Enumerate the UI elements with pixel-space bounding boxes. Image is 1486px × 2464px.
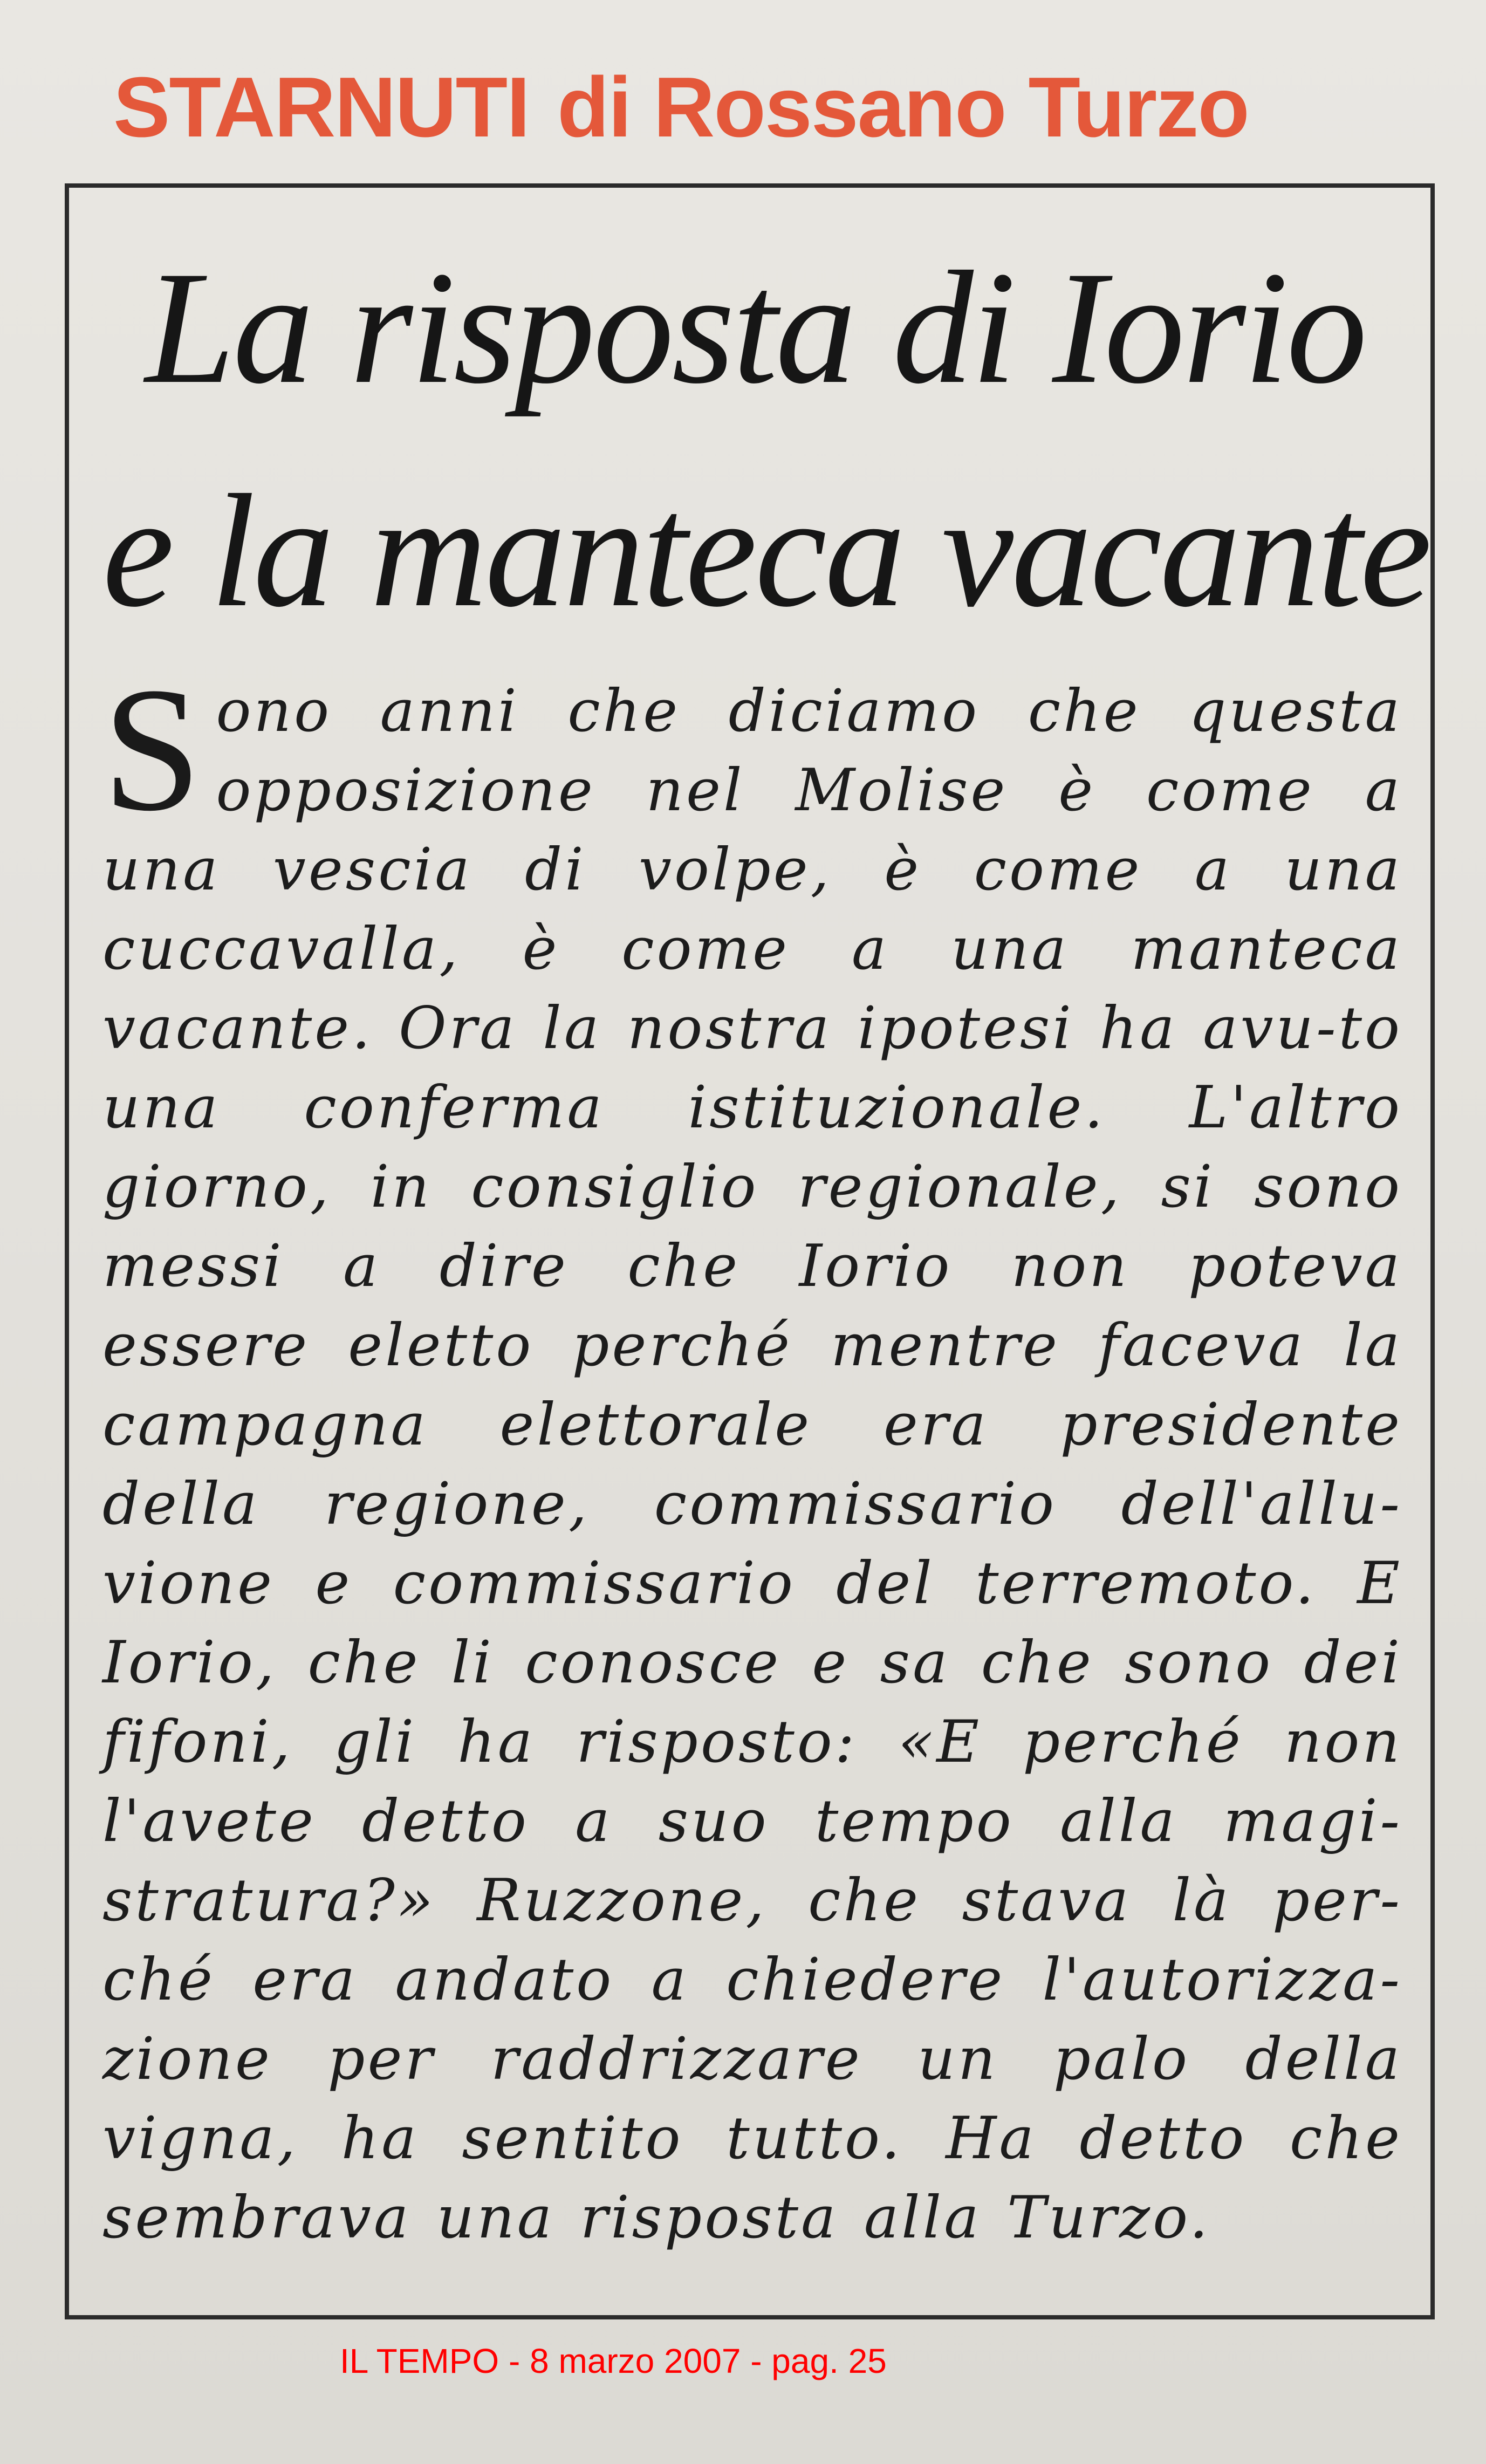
headline-line-1: La risposta di Iorio bbox=[145, 238, 1366, 417]
drop-cap: S bbox=[102, 651, 204, 848]
article-headline bbox=[102, 216, 1430, 662]
article-body-text: ono anni che diciamo che questa opposizione nel Molise è come a una vescia di volpe, è come a una cuccavalla, è come a una manteca vacante. Ora la nostra ipotesi ha avu-to una conferma istituzionale. L'altro giorno, in consiglio regionale, si sono messi a dire che Iorio non poteva essere eletto perché mentre faceva la campagna elettorale era presidente della regione, commissario dell'allu-vione e commissario del terremoto. E Iorio, che li conosce e sa che sono dei fifoni, gli ha risposto: «E perché non l'avete detto a suo tempo alla magi-stratura?» Ruzzone, che stava là per-ché era andato a chiedere l'autorizza-zione per raddrizzare un palo della vigna, ha sentito tutto. Ha detto che sembrava una risposta alla Turzo. bbox=[102, 677, 1402, 2251]
source-caption: IL TEMPO - 8 marzo 2007 - pag. 25 bbox=[340, 2342, 887, 2380]
column-kicker bbox=[113, 60, 1408, 155]
headline-line-2: e la manteca vacante bbox=[102, 461, 1430, 640]
column-name: STARNUTI bbox=[113, 60, 529, 155]
column-author: di Rossano Turzo bbox=[557, 60, 1249, 155]
article-body bbox=[102, 651, 1402, 2257]
